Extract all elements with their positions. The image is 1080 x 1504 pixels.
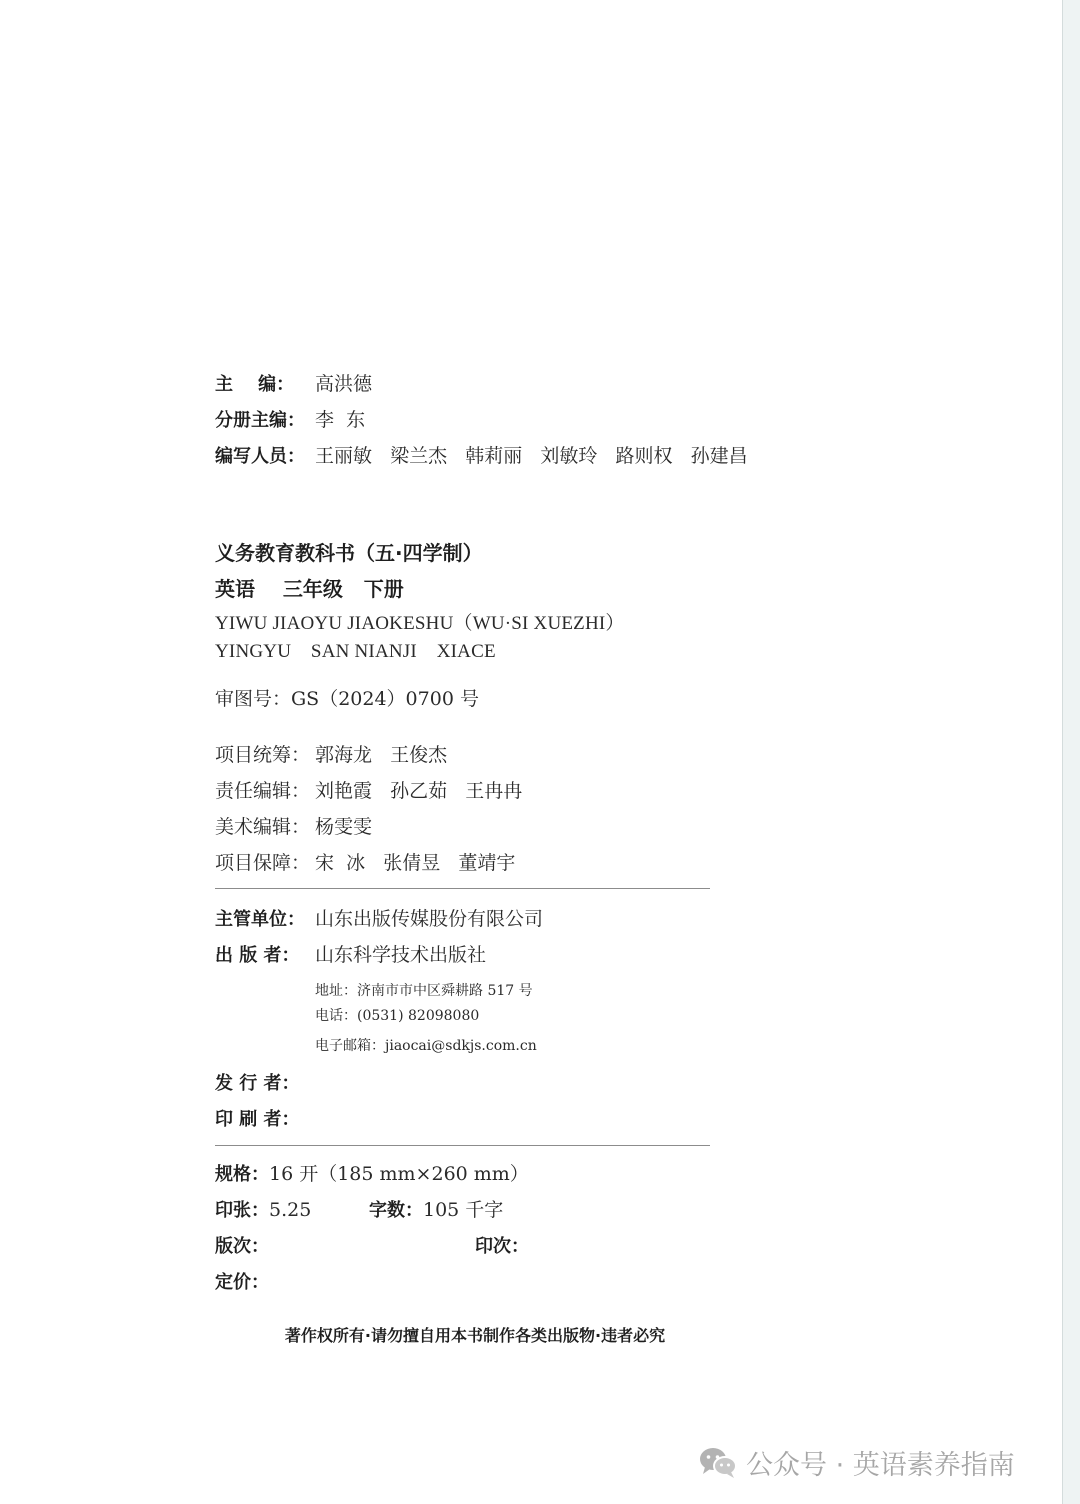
responsible-editor-label: 责任编辑：	[215, 780, 311, 802]
volume-editor-name: 李 东	[315, 409, 366, 431]
edition-label: 版次：	[215, 1236, 269, 1257]
publisher-label: 出 版 者：	[215, 945, 300, 966]
price-row	[215, 1269, 269, 1296]
volume-editor-label: 分册主编：	[215, 410, 305, 431]
writers-row	[215, 443, 748, 470]
project-support-row	[215, 850, 515, 876]
printer-row	[215, 1106, 315, 1133]
coordinator-row	[215, 742, 447, 768]
writers-names: 王丽敏 梁兰杰 韩莉丽 刘敏玲 路则权 孙建昌	[315, 445, 748, 467]
responsible-editor-names: 刘艳霞 孙乙茹 王冉冉	[315, 780, 523, 802]
book-title-pinyin: YIWU JIAOYU JIAOKESHU（WU·SI XUEZHI）	[215, 613, 625, 634]
responsible-editor-row	[215, 778, 522, 804]
supervisor-name: 山东出版传媒股份有限公司	[315, 908, 544, 930]
art-editor-name: 杨雯雯	[315, 816, 373, 838]
distributor-row	[215, 1070, 315, 1097]
sheets-label: 印张：	[215, 1200, 269, 1221]
format-value: 16 开（185 mm×260 mm）	[269, 1163, 529, 1185]
printer-label: 印 刷 者：	[215, 1109, 300, 1130]
sheets-words-row	[215, 1197, 503, 1224]
divider-bottom	[215, 1145, 710, 1146]
publisher-row	[215, 942, 486, 969]
publisher-phone: 电话：(0531) 82098080	[315, 1008, 480, 1024]
supervisor-label: 主管单位：	[215, 909, 305, 930]
chief-editor-name: 高洪德	[315, 373, 373, 395]
words-label: 字数：	[369, 1200, 423, 1221]
chief-editor-row	[215, 371, 372, 398]
wechat-icon	[698, 1445, 738, 1479]
price-label: 定价：	[215, 1272, 269, 1293]
chief-editor-label: 主 编：	[215, 374, 295, 395]
map-review-text: 审图号：GS（2024）0700 号	[215, 688, 479, 710]
format-row	[215, 1161, 529, 1188]
distributor-label: 发 行 者：	[215, 1073, 300, 1094]
printing-label: 印次：	[475, 1236, 529, 1257]
page-edge	[1062, 0, 1080, 1504]
art-editor-label: 美术编辑：	[215, 816, 311, 838]
map-review-number	[215, 686, 479, 712]
coordinator-label: 项目统筹：	[215, 744, 311, 766]
project-support-names: 宋 冰 张倩昱 董靖宇	[315, 852, 516, 874]
book-title: 义务教育教科书（五·四学制）	[215, 541, 483, 565]
copyright-notice: 著作权所有·请勿擅自用本书制作各类出版物·违者必究	[284, 1326, 666, 1345]
writers-label: 编写人员：	[215, 446, 305, 467]
words-value: 105 千字	[423, 1199, 504, 1221]
watermark	[698, 1442, 1015, 1482]
publisher-name: 山东科学技术出版社	[315, 944, 487, 966]
format-label: 规格：	[215, 1164, 269, 1185]
book-subtitle-pinyin: YINGYU SAN NIANJI XIACE	[215, 641, 496, 662]
publisher-address: 地址：济南市市中区舜耕路 517 号	[315, 983, 533, 999]
watermark-text: 公众号 · 英语素养指南	[746, 1449, 1015, 1481]
publisher-email: 电子邮箱：jiaocai@sdkjs.com.cn	[315, 1038, 537, 1054]
volume-editor-row	[215, 407, 365, 434]
book-subtitle: 英语 三年级 下册	[215, 577, 404, 601]
art-editor-row	[215, 814, 372, 840]
sheets-value: 5.25	[269, 1199, 312, 1221]
project-support-label: 项目保障：	[215, 852, 311, 874]
coordinator-names: 郭海龙 王俊杰	[315, 744, 448, 766]
divider-top	[215, 888, 710, 889]
edition-row	[215, 1233, 529, 1260]
supervisor-row	[215, 906, 543, 933]
